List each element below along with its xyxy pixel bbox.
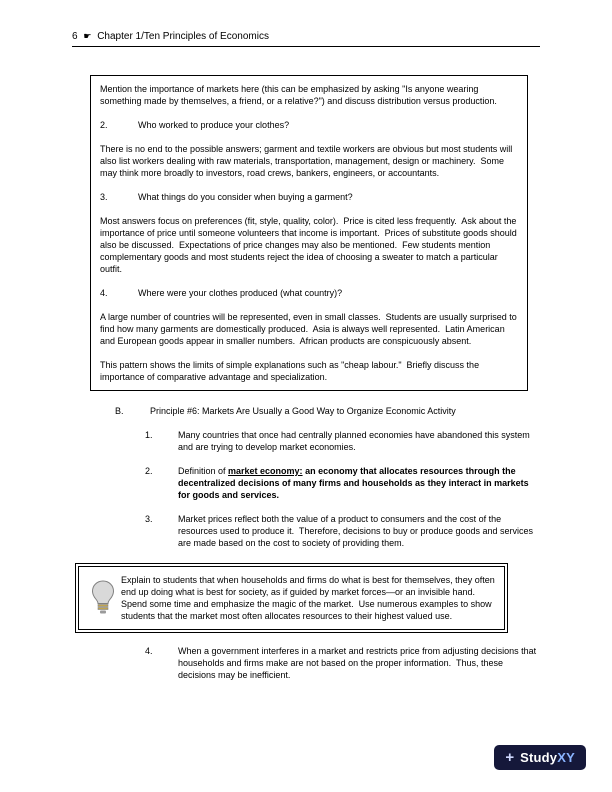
- question-row: [100, 287, 518, 299]
- brand-xy: XY: [557, 750, 575, 765]
- brand-study: Study: [520, 750, 558, 765]
- definition-term: market economy:: [228, 466, 303, 476]
- answer-text: Most answers focus on preferences (fit, style, quality, color). Price is cited less frequently. Ask about the importance of price until someone volunteers that income is important. Prices of substitute goods should also be discussed. Expectations of price changes may also be mentioned. Few students mention complementary goods and most students reject the idea of choosing a sweater to match a particular outfit.: [100, 216, 520, 274]
- question-row: [100, 191, 518, 203]
- item-text: [178, 465, 540, 501]
- item-number: 2.: [145, 466, 153, 476]
- plus-icon: +: [505, 748, 515, 766]
- outline-item: [145, 429, 540, 453]
- question-text: Where were your clothes produced (what country)?: [138, 288, 343, 298]
- question-text: What things do you consider when buying a garment?: [138, 192, 353, 202]
- outline-item: [145, 513, 540, 549]
- item-number: 1.: [145, 430, 153, 440]
- outline-section: [72, 405, 540, 549]
- item-text: Market prices reflect both the value of a product to consumers and the cost of the resources used to produce it. Therefore, decisions to buy or produce goods and services are made based on the cost to society of providing them.: [178, 514, 536, 548]
- studyxy-logo: [494, 745, 586, 770]
- pointer-hand-icon: ☛: [83, 31, 92, 41]
- tip-text: Explain to students that when households and firms do what is best for themselves, they often end up doing what is best for society, as if guided by market forces—or an invisible hand. Spend some time and emphasize the magic of the market. Use numerous examples to show students that the market most often allocates resources to their highest valued use.: [121, 575, 498, 621]
- note-intro: Mention the importance of markets here (this can be emphasized by asking "Is anyone wearing something made by themselves, a friend, or a relative?") and discuss distribution versus production.: [100, 84, 497, 106]
- definition-body: an economy that allocates resources through the decentralized decisions of many firms and households as they interact in markets for goods and services.: [178, 466, 532, 500]
- question-number: 3.: [100, 192, 108, 202]
- question-text: Who worked to produce your clothes?: [138, 120, 290, 130]
- question-number: 4.: [100, 288, 108, 298]
- item-number: 4.: [145, 646, 153, 656]
- question-number: 2.: [100, 120, 108, 130]
- page-number: 6: [72, 31, 78, 42]
- item-number: 3.: [145, 514, 153, 524]
- outline-item: [145, 645, 540, 681]
- answer-text: There is no end to the possible answers; garment and textile workers are obvious but most students will also list workers dealing with raw materials, transportation, management, design or machinery. Some may think more broadly to investors, road crews, bankers, engineers, or accountants.: [100, 144, 515, 178]
- chapter-title: Chapter 1/Ten Principles of Economics: [97, 31, 269, 42]
- instructor-note-box: [90, 75, 528, 391]
- item-text: When a government interferes in a market and restricts price from adjusting decisions that households and firms make are not based on the proper information. Thus, these decisions may be inefficient.: [178, 646, 539, 680]
- outline-item: [145, 465, 540, 501]
- note-closing: This pattern shows the limits of simple explanations such as "cheap labour." Briefly discuss the importance of comparative advantage and specialization.: [100, 360, 482, 382]
- outline-heading: [115, 405, 540, 417]
- section-letter: B.: [115, 406, 124, 416]
- lightbulb-icon: [85, 574, 121, 616]
- page-header: [72, 30, 540, 47]
- answer-text: A large number of countries will be represented, even in small classes. Students are usually surprised to find how many garments are domestically produced. Asia is always well represented. Latin American and European goods appear in smaller numbers. African products are conspicuously absent.: [100, 312, 520, 346]
- definition-prefix: Definition of: [178, 466, 229, 476]
- item-text: Many countries that once had centrally planned economies have abandoned this system and are trying to develop market economies.: [178, 430, 533, 452]
- brand-name: [520, 750, 575, 765]
- section-title: Principle #6: Markets Are Usually a Good Way to Organize Economic Activity: [150, 406, 456, 416]
- teaching-tip-box: [75, 563, 508, 633]
- question-row: [100, 119, 518, 131]
